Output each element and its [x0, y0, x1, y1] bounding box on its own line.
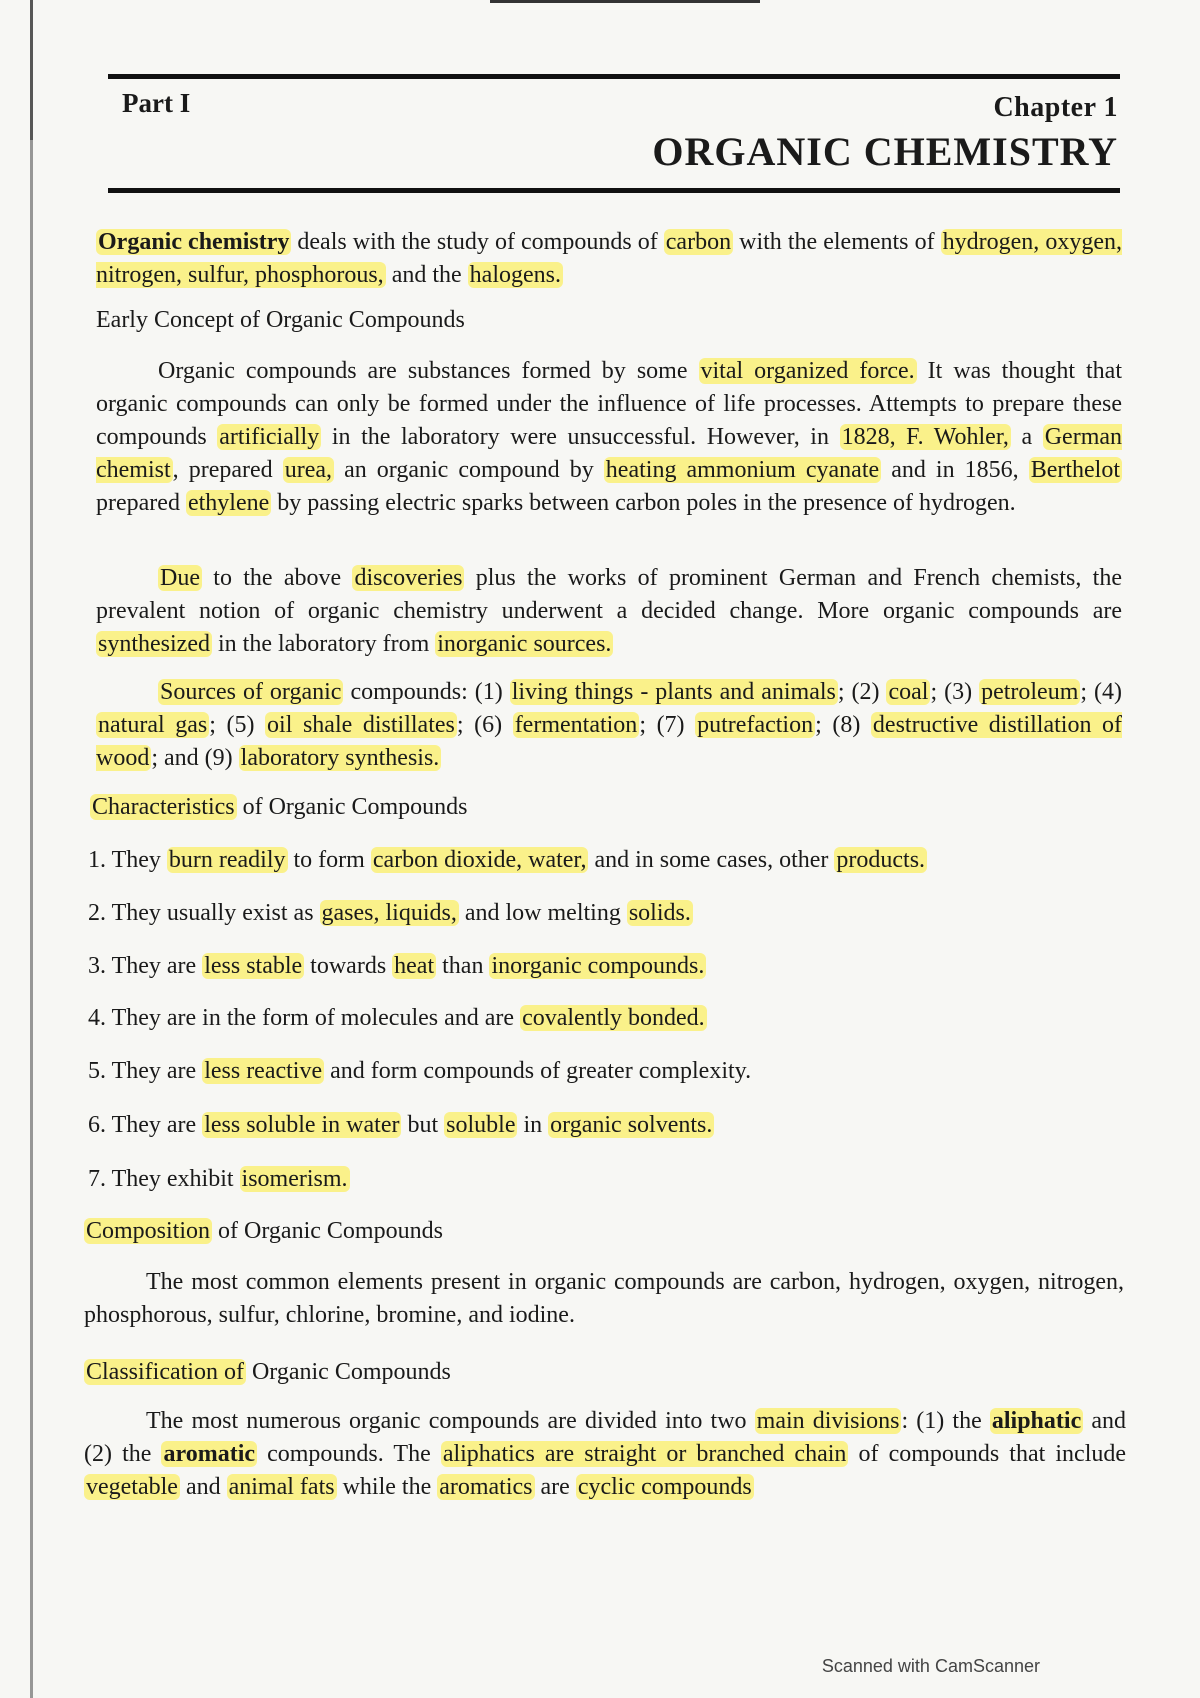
highlight: vital organized force. [700, 358, 915, 384]
text-run: of compounds that include [848, 1441, 1127, 1467]
highlight: destructive distillation of wood [96, 712, 1123, 771]
highlight: cyclic compounds [577, 1474, 752, 1500]
highlight: urea, [284, 457, 333, 483]
list-item [88, 1110, 714, 1140]
highlight: animal fats [228, 1474, 335, 1500]
text-run: plus the works of prominent German and French chemists, the prevalent notion of organic chemistry underwent a decided change. More organic compounds are [96, 565, 1122, 624]
text-run: Organic Compounds [245, 1359, 451, 1385]
highlight: less stable [204, 953, 303, 979]
highlight: main divisions [756, 1408, 900, 1434]
highlight: Classification of [86, 1359, 244, 1385]
binding-edge-line [30, 0, 33, 1698]
section-heading-composition [84, 1216, 443, 1246]
text-run: to form [287, 847, 371, 873]
text-run: of Organic Compounds [236, 794, 468, 820]
classification-paragraph [84, 1405, 1126, 1504]
highlight: products. [836, 847, 926, 873]
scanner-watermark: Scanned with CamScanner [821, 1656, 1040, 1676]
section-heading-classification [84, 1357, 451, 1387]
text-run: ; (5) [209, 712, 266, 738]
text-run: of Organic Compounds [212, 1218, 443, 1244]
highlight: organic solvents. [550, 1112, 713, 1138]
header-bottom-rule [108, 188, 1120, 193]
text-run: with the elements of [733, 229, 941, 255]
header-top-rule [108, 74, 1120, 79]
text-run: 1. They [88, 847, 167, 873]
text-run: by passing electric sparks between carbon poles in the presence of hydrogen. [271, 490, 1016, 516]
list-item [88, 845, 927, 875]
highlight: Characteristics [92, 794, 235, 820]
highlight: burn readily [168, 847, 286, 873]
highlight: hydrogen, oxygen, nitrogen, sulfur, phosphorous, [96, 229, 1122, 288]
highlight: less reactive [204, 1058, 323, 1084]
text-run: 6. They are [88, 1112, 203, 1138]
text-run: prepared [96, 490, 186, 516]
highlight: Due [160, 565, 200, 591]
text-run: than [436, 953, 490, 979]
highlight: heating ammonium cyanate [605, 457, 880, 483]
highlight: Composition [86, 1218, 211, 1244]
highlight: Organic chemistry [98, 229, 290, 255]
text-run: while the [336, 1474, 438, 1500]
chapter-label: Chapter 1 [993, 92, 1118, 123]
text-run: deals with the study of compounds of [291, 229, 664, 255]
highlight: covalently bonded. [522, 1005, 705, 1031]
text-run: 5. They are [88, 1058, 203, 1084]
highlight: aliphatic [991, 1408, 1082, 1434]
highlight: vegetable [86, 1474, 178, 1500]
chapter-title: ORGANIC CHEMISTRY [652, 129, 1118, 174]
text-run: and (2) the [84, 1408, 1127, 1467]
highlight: ethylene [187, 490, 270, 516]
section-heading-characteristics [90, 792, 467, 822]
text-run: ; (4) [1080, 679, 1123, 705]
text-run: 7. They exhibit [88, 1166, 240, 1192]
text-run: ; (2) [837, 679, 887, 705]
highlight: aromatic [163, 1441, 256, 1467]
text-run: to the above [201, 565, 353, 591]
text-run: : (1) the [901, 1408, 990, 1434]
list-item [88, 898, 693, 928]
highlight: isomerism. [241, 1166, 348, 1192]
highlight: Sources of organic [160, 679, 342, 705]
part-label: Part I [122, 88, 191, 118]
text-run: Organic compounds are substances formed by some [158, 358, 699, 384]
list-item [88, 951, 706, 981]
highlight: soluble [446, 1112, 516, 1138]
text-run: towards [304, 953, 393, 979]
intro-paragraph [96, 226, 1122, 292]
highlight: coal [888, 679, 929, 705]
text-run: and in some cases, other [588, 847, 835, 873]
text-run: and low melting [458, 900, 627, 926]
text-run: It was thought that organic compounds can only be formed under the influence of life processes. Attempts to prepare these compounds [96, 358, 1122, 450]
highlight: natural gas [98, 712, 208, 738]
highlight: halogens. [469, 262, 561, 288]
highlight: carbon [665, 229, 732, 255]
top-edge-mark [490, 0, 760, 3]
text-run: compounds. The [257, 1441, 441, 1467]
text-run: The most numerous organic compounds are divided into two [146, 1408, 755, 1434]
highlight: gases, liquids, [321, 900, 457, 926]
text-run: ; (6) [456, 712, 513, 738]
text-run: and the [385, 262, 468, 288]
text-run: ; (7) [639, 712, 696, 738]
highlight: discoveries [354, 565, 463, 591]
highlight: laboratory synthesis. [240, 745, 440, 771]
highlight: putrefaction [697, 712, 814, 738]
discoveries-paragraph [96, 562, 1122, 661]
section-heading-early-concept: Early Concept of Organic Compounds [96, 307, 465, 333]
text-run: and [179, 1474, 227, 1500]
text-run: in the laboratory were unsuccessful. However, in [321, 424, 840, 450]
text-run: ; and (9) [151, 745, 239, 771]
text-run: compounds: (1) [343, 679, 510, 705]
highlight: solids. [628, 900, 691, 926]
text-run: ; (8) [815, 712, 871, 738]
highlight: inorganic sources. [437, 631, 612, 657]
highlight: oil shale distillates [267, 712, 455, 738]
text-run: in [517, 1112, 549, 1138]
text-run: in the laboratory from [211, 631, 436, 657]
list-item [88, 1003, 707, 1033]
highlight: inorganic compounds. [491, 953, 705, 979]
text-run: and in 1856, [881, 457, 1029, 483]
highlight: less soluble in water [204, 1112, 400, 1138]
highlight: petroleum [981, 679, 1079, 705]
list-item [88, 1056, 751, 1086]
highlight: 1828, F. Wohler, [841, 424, 1009, 450]
text-run: ; (3) [930, 679, 980, 705]
highlight: heat [394, 953, 435, 979]
highlight: Berthelot [1030, 457, 1121, 483]
text-run: a [1010, 424, 1043, 450]
text-run: an organic compound by [334, 457, 604, 483]
highlight: aromatics [439, 1474, 533, 1500]
highlight: artificially [219, 424, 320, 450]
highlight: living things - plants and animals [511, 679, 836, 705]
early-concept-paragraph [96, 355, 1122, 520]
text-run: and form compounds of greater complexity. [324, 1058, 752, 1084]
highlight: German chemist [96, 424, 1123, 483]
highlight: fermentation [514, 712, 638, 738]
highlight: carbon dioxide, water, [372, 847, 587, 873]
composition-paragraph: The most common elements present in organic compounds are carbon, hydrogen, oxygen, nitrogen, phosphorous, sulfur, chlorine, bromine, and iodine. [84, 1269, 1124, 1328]
text-run: 3. They are [88, 953, 203, 979]
sources-paragraph [96, 676, 1122, 775]
highlight: aliphatics are straight or branched chain [442, 1441, 847, 1467]
text-run: are [534, 1474, 576, 1500]
text-run: 4. They are in the form of molecules and are [88, 1005, 521, 1031]
text-run: , prepared [172, 457, 283, 483]
list-item [88, 1164, 350, 1194]
text-run: 2. They usually exist as [88, 900, 320, 926]
highlight: synthesized [98, 631, 210, 657]
text-run: but [401, 1112, 445, 1138]
